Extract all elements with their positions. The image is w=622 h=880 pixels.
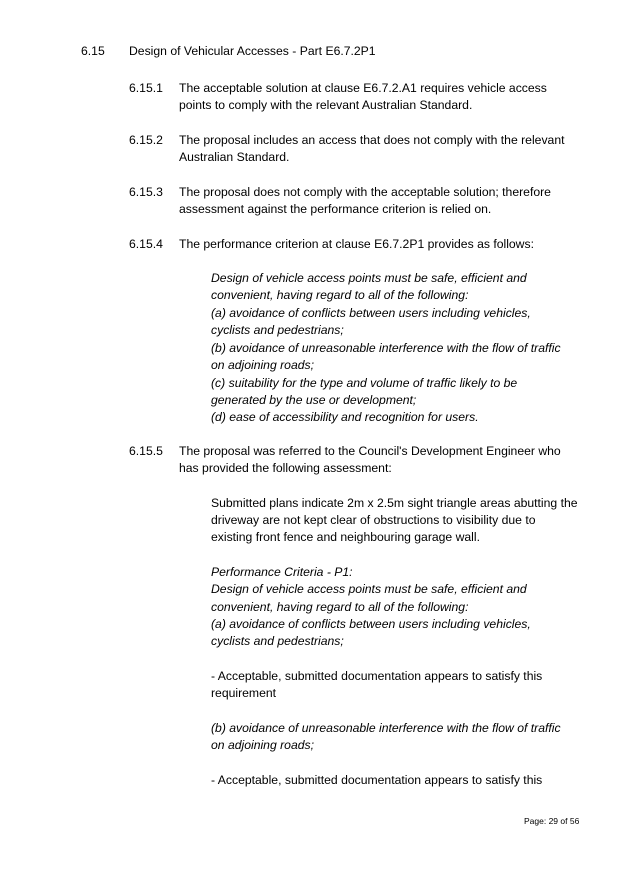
quote-line: (b) avoidance of unreasonable interference with the flow of traffic bbox=[211, 341, 561, 355]
paragraph-number: 6.15.4 bbox=[129, 237, 163, 251]
criteria-line: Performance Criteria - P1: bbox=[211, 565, 353, 579]
paragraph-text: has provided the following assessment: bbox=[179, 461, 392, 475]
criteria-line: cyclists and pedestrians; bbox=[211, 634, 344, 648]
paragraph-text: The performance criterion at clause E6.7.2P1 provides as follows: bbox=[179, 237, 534, 251]
paragraph-number: 6.15.3 bbox=[129, 185, 163, 199]
assessment-line: Submitted plans indicate 2m x 2.5m sight triangle areas abutting the bbox=[211, 496, 578, 510]
paragraph-text: points to comply with the relevant Australian Standard. bbox=[179, 98, 473, 112]
criteria-line: (a) avoidance of conflicts between users including vehicles, bbox=[211, 617, 531, 631]
paragraph-text: Australian Standard. bbox=[179, 150, 290, 164]
section-number: 6.15 bbox=[81, 44, 105, 58]
paragraph-text: assessment against the performance criterion is relied on. bbox=[179, 202, 492, 216]
response-line: requirement bbox=[211, 686, 277, 700]
paragraph-number: 6.15.2 bbox=[129, 133, 163, 147]
page-number: Page: 29 of 56 bbox=[524, 816, 580, 826]
assessment-line: driveway are not kept clear of obstructions to visibility due to bbox=[211, 513, 536, 527]
quote-line: Design of vehicle access points must be safe, efficient and bbox=[211, 271, 527, 285]
quote-line: on adjoining roads; bbox=[211, 358, 314, 372]
paragraph-text: The proposal includes an access that does not comply with the relevant bbox=[179, 133, 565, 147]
quote-line: (c) suitability for the type and volume of traffic likely to be bbox=[211, 376, 518, 390]
quote-line: cyclists and pedestrians; bbox=[211, 323, 344, 337]
paragraph-text: The acceptable solution at clause E6.7.2.A1 requires vehicle access bbox=[179, 81, 547, 95]
quote-line: (a) avoidance of conflicts between users including vehicles, bbox=[211, 306, 531, 320]
criteria-line: Design of vehicle access points must be safe, efficient and bbox=[211, 582, 527, 596]
criteria-line: (b) avoidance of unreasonable interference with the flow of traffic bbox=[211, 721, 561, 735]
paragraph-number: 6.15.1 bbox=[129, 81, 163, 95]
assessment-line: existing front fence and neighbouring garage wall. bbox=[211, 530, 480, 544]
criteria-line: on adjoining roads; bbox=[211, 738, 314, 752]
paragraph-text: The proposal does not comply with the acceptable solution; therefore bbox=[179, 185, 551, 199]
criteria-line: convenient, having regard to all of the following: bbox=[211, 600, 469, 614]
paragraph-number: 6.15.5 bbox=[129, 444, 163, 458]
response-line: - Acceptable, submitted documentation appears to satisfy this bbox=[211, 669, 543, 683]
quote-line: (d) ease of accessibility and recognition for users. bbox=[211, 410, 479, 424]
response-line: - Acceptable, submitted documentation appears to satisfy this bbox=[211, 773, 543, 787]
quote-line: generated by the use or development; bbox=[211, 393, 417, 407]
section-title: Design of Vehicular Accesses - Part E6.7.2P1 bbox=[129, 44, 376, 58]
quote-line: convenient, having regard to all of the following: bbox=[211, 288, 469, 302]
paragraph-text: The proposal was referred to the Council's Development Engineer who bbox=[179, 444, 561, 458]
